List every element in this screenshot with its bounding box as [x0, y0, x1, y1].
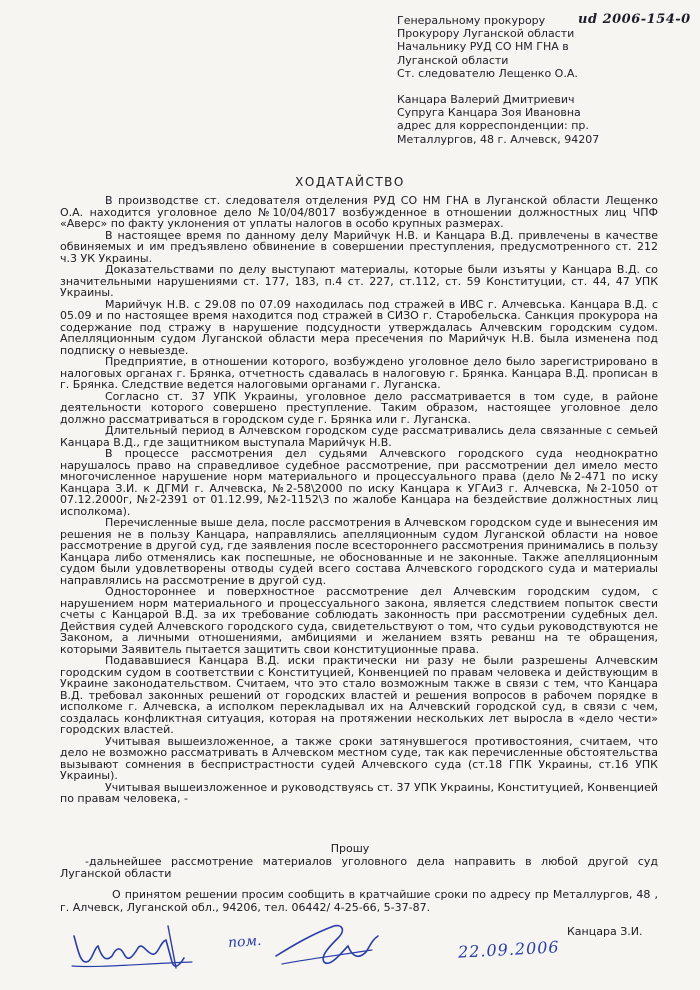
paragraph: Доказательствами по делу выступают материалы, которые были изъяты у Канцара В.Д. со значительными нарушениями ст. 177, 183, п.4 ст. 227, ст.112, ст. 59 Конституции, ст. 44, 47 УПК Украины.: [60, 263, 658, 299]
notice-text: [60, 889, 658, 914]
paragraph: Учитывая вышеизложенное, а также сроки затянувшегося противостояния, считаем, что дело не возможно рассматривать в Алчевском местном суде, так как перечисленные обстоятельства вызывают сомнения в беспристрастности судей Алчевского суда (ст.18 ГПК Украины, ст.16 УПК Украины).: [60, 734, 658, 782]
addressee-line: Луганской области: [397, 53, 509, 67]
handwritten-date: 22.09.2006: [457, 937, 561, 962]
document-body: [60, 195, 658, 805]
paragraph: Перечисленные выше дела, после рассмотрения в Алчевском городском суде и вынесения им решения не в пользу Канцара, направлялись апелляционным судом Луганской области на новое рассмотрение в другой суд, где заявления после всестороннего рассмотрения принимались в пользу Канцара либо отменялись как поспешные, не обоснованные и не законные. Также апелляционным судом были удовлетворены отводы судей всего состава Алчевского городского суда и материалы направлялись на рассмотрение в другой суд.: [60, 516, 658, 587]
petition-paragraph: -дальнейшее рассмотрение материалов уголовного дела направить в любой другой суд Луганской области: [60, 855, 658, 880]
paragraph: Согласно ст. 37 УПК Украины, уголовное дело рассматривается в том суде, в районе деятельности которого совершено преступление. Таким образом, настоящее уголовное дело должно рассматриваться в городском суде г. Брянка или г. Луганска.: [60, 389, 658, 426]
paragraph: Одностороннее и поверхностное рассмотрение дел Алчевским городским судом, с нарушением норм материального и процессуального закона, является следствием попыток свести счеты с Канцарой В.Д. за их требование соблюдать законность при рассмотрении судебных дел. Действия судей Алчевского городского суда, свидетельствуют о том, что судьи руководствуются не Законом, а личными отношениями, амбициями и желанием взять реванш на те обращения, которыми Заявитель пытается защитить свои конституционные права.: [60, 585, 658, 656]
handwritten-case-number: ud 2006-154-0: [578, 12, 691, 27]
document-title: ХОДАТАЙСТВО: [295, 175, 405, 189]
paragraph: В настоящее время по данному делу Марийчук Н.В. и Канцара В.Д. привлечены в качестве обвиняемых и им предъявлено обвинение в совершении преступления, предусмотренного ст. 212 ч.3 УК Украины.: [60, 228, 658, 265]
notice-paragraph: О принятом решении просим сообщить в кратчайшие сроки по адресу пр Металлургов, 48 , г. Алчевск, Луганской обл., 94206, тел. 06442/ 4-25-66, 5-37-87.: [60, 888, 658, 914]
sender-line: Супруга Канцара Зоя Ивановна: [397, 106, 581, 120]
paragraph: Марийчук Н.В. с 29.08 по 07.09 находилась под стражей в ИВС г. Алчевська. Канцара В.Д. с 05.09 и по настоящее время находится под стражей в СИЗО г. Старобельска. Санкция прокурора на содержание под стражу в нарушение подсудности утверждалась Алчевским городским судом. Апелляционным судом Луганской области мера пресечения по Марийчук Н.В. была изменена под подписку о невыезде.: [60, 297, 658, 357]
handwritten-signature-left: [68, 918, 198, 978]
paragraph: Предприятие, в отношении которого, возбуждено уголовное дело было зарегистрировано в налоговых органах г. Брянка, отчетность сдавалась в налоговую г. Брянка. Канцара В.Д. прописан в г. Брянка. Следствие ведется налоговыми органами г. Луганска.: [60, 355, 658, 391]
sender-line: Канцара Валерий Дмитриевич: [397, 93, 575, 107]
sender-line: Металлургов, 48 г. Алчевск, 94207: [397, 132, 600, 146]
petition-text: [60, 856, 658, 879]
addressee-block: [397, 14, 697, 146]
paragraph: В процессе рассмотрения дел судьями Алчевского городского суда неоднократно нарушалось право на справедливое судебное рассмотрение, при рассмотрении дел имело место многочисленное нарушение норм материального и процессуального права (дело №2-471 по иску Канцара З.И. к ДГМИ г. Алчевска, №2-58\2000 по иску Канцара к УГАиЗ г. Алчевска, №2-1050 от 07.12.2000г, №2-2391 от 01.12.99, №2-1152\3 по жалобе Канцара на бездействие должностных лиц исполкома).: [60, 447, 658, 518]
addressee-line: Прокурору Луганской области: [397, 27, 575, 41]
paragraph: В производстве ст. следователя отделения РУД СО НМ ГНА в Луганской области Лещенко О.А. находится уголовное дело №10/04/8017 возбужденное в отношении должностных лиц ЧПФ «Аверс» по факту уклонения от уплаты налогов в особо крупных размерах.: [60, 194, 658, 230]
handwritten-annotation: пом.: [227, 932, 263, 952]
paragraph: Подававшиеся Канцара В.Д. иски практически ни разу не были разрешены Алчевским городским судом в соответствии с Конституцией, Конвенцией по правам человека и действующим в Украине законодательством. Считаем, что это стало возможным также в связи с тем, что Канцара В.Д. требовал законных решений от городских властей и решения вопросов в рабочем порядке в исполкоме г. Алчевска, а исполком перекладывал их на Алчевский городской суд, в связи с чем, создалась конфликтная ситуация, которая на протяжении нескольких лет выросла в «дело чести» городских властей.: [60, 654, 658, 736]
signer-name: Канцара З.И.: [567, 925, 643, 938]
paragraph: Длительный период в Алчевском городском суде рассматривались дела связанные с семьей Канцара В.Д., где защитником выступала Марийчук Н.В.: [60, 424, 658, 449]
addressee-line: Ст. следователю Лещенко О.А.: [397, 66, 578, 80]
addressee-line: Начальнику РУД СО НМ ГНА в: [397, 40, 569, 54]
handwritten-signature-middle: [272, 916, 382, 976]
request-heading: Прошу: [330, 842, 370, 855]
addressee-line: Генеральному прокурору: [397, 14, 546, 27]
paragraph: Учитывая вышеизложенное и руководствуясь ст. 37 УПК Украины, Конституцией, Конвенцией по правам человека, -: [60, 780, 658, 805]
sender-line: адрес для корреспонденции: пр.: [397, 119, 589, 133]
